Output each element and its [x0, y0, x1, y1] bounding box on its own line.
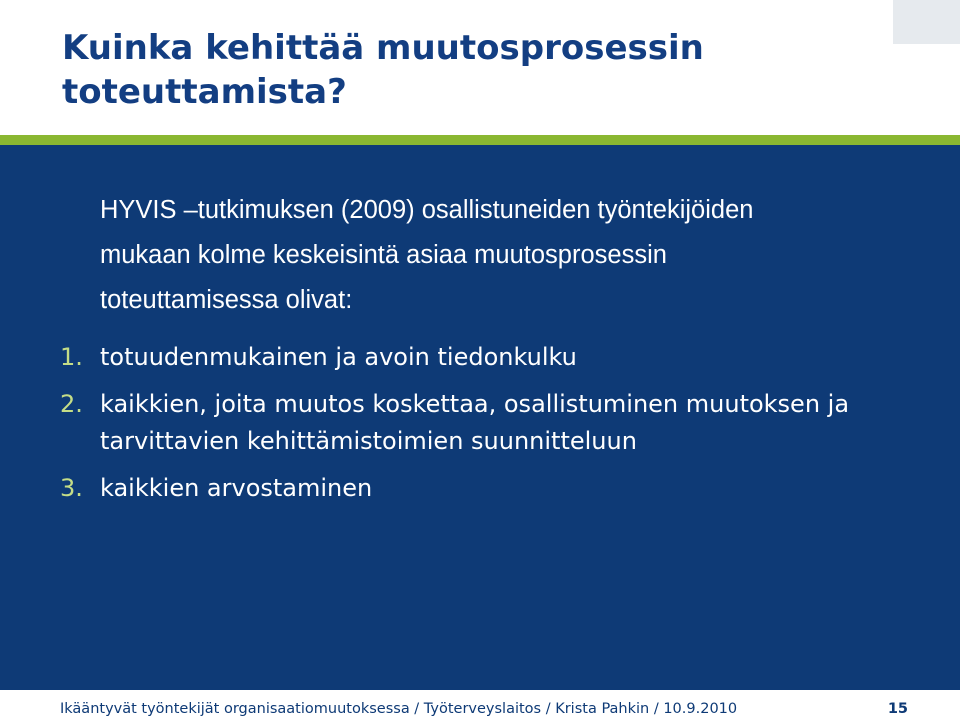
list-number: 1.	[60, 343, 83, 371]
list-text: totuudenmukainen ja avoin tiedonkulku	[100, 343, 577, 371]
slide-title: Kuinka kehittää muutosprosessin toteuttamista?	[62, 28, 704, 112]
list-item	[60, 386, 880, 460]
list-text: kaikkien arvostaminen	[100, 474, 373, 502]
footer-text: Ikääntyvät työntekijät organisaatiomuutoksessa / Työterveyslaitos / Krista Pahkin / 10.9.2010	[60, 701, 738, 717]
page-number: 15	[887, 701, 908, 717]
numbered-list	[60, 339, 880, 517]
slide-footer	[0, 690, 960, 720]
list-text: kaikkien, joita muutos koskettaa, osallistuminen muutoksen ja tarvittavien kehittämistoimien suunnitteluun	[100, 390, 850, 455]
list-item	[60, 339, 880, 376]
slide-header	[0, 0, 960, 135]
list-number: 3.	[60, 474, 83, 502]
slide-body	[0, 145, 960, 690]
accent-divider	[0, 135, 960, 145]
intro-paragraph: HYVIS –tutkimuksen (2009) osallistuneiden työntekijöiden mukaan kolme keskeisintä asiaa muutosprosessin toteuttamisessa olivat:	[100, 196, 754, 314]
header-corner-stripe	[893, 0, 960, 44]
list-item	[60, 470, 880, 507]
list-number: 2.	[60, 390, 83, 418]
